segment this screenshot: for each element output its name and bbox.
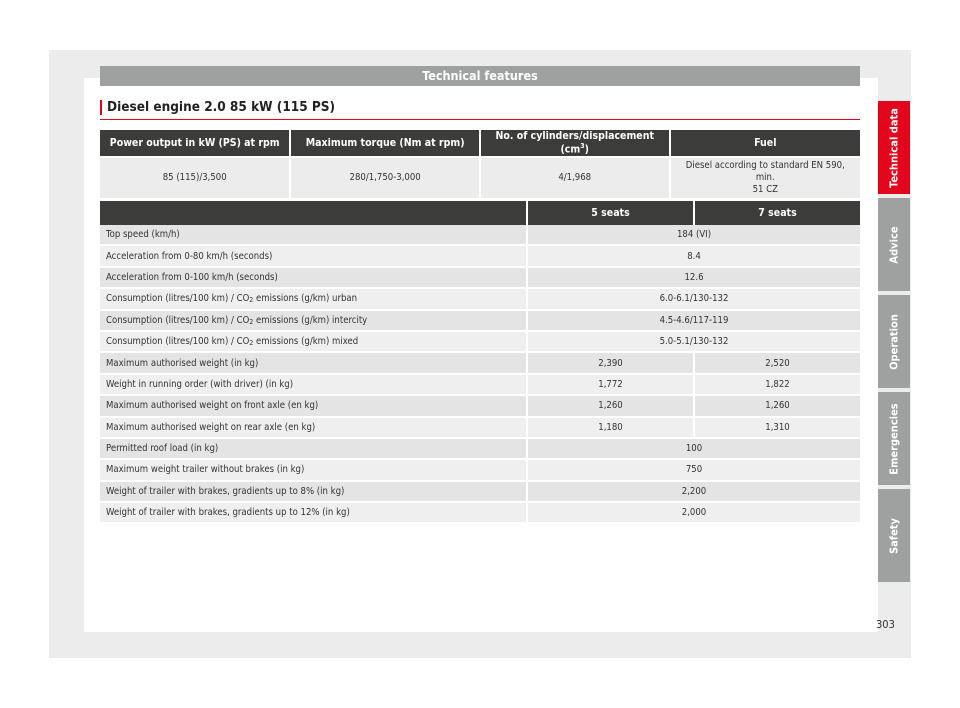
spec-row-label: Permitted roof load (in kg)	[100, 439, 526, 460]
co2-suffix: emissions (g/km) mixed	[253, 336, 359, 348]
tab-operation[interactable]	[878, 295, 910, 388]
spec-row-value: 100	[528, 439, 860, 460]
engine-header-power: Power output in kW (PS) at rpm	[100, 130, 289, 156]
engine-fuel-line2: 51 CZ	[752, 183, 778, 195]
spec-row-value: 184 (VI)	[528, 225, 860, 246]
engine-header-cylinders	[481, 130, 669, 156]
engine-header-torque: Maximum torque (Nm at rpm)	[291, 130, 478, 156]
table-row	[100, 268, 860, 289]
co2-prefix: Consumption (litres/100 km) / CO	[106, 293, 250, 305]
table-row	[100, 311, 860, 332]
tab-advice[interactable]	[878, 198, 910, 291]
spec-row-label: Acceleration from 0-80 km/h (seconds)	[100, 246, 526, 267]
table-row	[100, 332, 860, 353]
tab-label: Safety	[887, 517, 901, 554]
table-row	[100, 503, 860, 524]
spec-row-value-5-seats: 1,260	[528, 396, 693, 417]
engine-header-cylinders-text: No. of cylinders/displacement (cm	[495, 130, 654, 156]
spec-row-value-7-seats: 1,310	[695, 418, 860, 439]
tab-safety[interactable]	[878, 489, 910, 582]
table-row	[100, 439, 860, 460]
co2-prefix: Consumption (litres/100 km) / CO	[106, 314, 250, 326]
spec-row-label: Maximum authorised weight (in kg)	[100, 353, 526, 374]
spec-row-value-5-seats: 1,772	[528, 375, 693, 396]
spec-table-header-row	[100, 201, 860, 225]
spec-row-value: 6.0-6.1/130-132	[528, 289, 860, 310]
spec-row-value: 2,200	[528, 482, 860, 503]
spec-row-label: Weight in running order (with driver) (in kg)	[100, 375, 526, 396]
engine-table-header-row	[100, 130, 860, 156]
engine-fuel-value	[671, 158, 860, 198]
co2-suffix: emissions (g/km) urban	[253, 293, 358, 305]
spec-row-value: 2,000	[528, 503, 860, 524]
spec-row-label: Acceleration from 0-100 km/h (seconds)	[100, 268, 526, 289]
engine-header-fuel: Fuel	[671, 130, 860, 156]
spec-header-7-seats: 7 seats	[695, 201, 860, 225]
spec-row-value-7-seats: 1,260	[695, 396, 860, 417]
tab-label: Technical data	[887, 107, 901, 188]
spec-row-value-5-seats: 2,390	[528, 353, 693, 374]
engine-cylinders-value: 4/1,968	[481, 158, 669, 198]
spec-row-label: Maximum authorised weight on rear axle (en kg)	[100, 418, 526, 439]
table-row	[100, 418, 860, 439]
spec-header-blank	[100, 201, 526, 225]
spec-row-value-7-seats: 2,520	[695, 353, 860, 374]
section-marker	[100, 100, 102, 115]
tab-technical-data[interactable]	[878, 101, 910, 194]
subscript: 2	[249, 296, 254, 305]
spec-row-label: Weight of trailer with brakes, gradients up to 8% (in kg)	[100, 482, 526, 503]
spec-row-value: 4.5-4.6/117-119	[528, 311, 860, 332]
subscript: 2	[249, 339, 254, 348]
table-row	[100, 225, 860, 246]
co2-suffix: emissions (g/km) intercity	[253, 314, 368, 326]
page-number: 303	[876, 618, 895, 631]
subscript: 2	[249, 317, 254, 326]
spec-row-value: 12.6	[528, 268, 860, 289]
chapter-header: Technical features	[100, 66, 860, 86]
engine-torque-value: 280/1,750-3,000	[291, 158, 478, 198]
engine-fuel-line1: Diesel according to standard EN 590, min.	[685, 159, 845, 183]
spec-row-label	[100, 332, 526, 353]
table-row	[100, 289, 860, 310]
spec-row-label	[100, 289, 526, 310]
section-title: Diesel engine 2.0 85 kW (115 PS)	[107, 99, 336, 115]
spec-row-label: Top speed (km/h)	[100, 225, 526, 246]
spec-row-label: Weight of trailer with brakes, gradients up to 12% (in kg)	[100, 503, 526, 524]
table-row	[100, 246, 860, 267]
tab-emergencies[interactable]	[878, 392, 910, 485]
spec-row-value: 750	[528, 460, 860, 481]
section-rule	[100, 119, 860, 120]
co2-prefix: Consumption (litres/100 km) / CO	[106, 336, 250, 348]
tab-label: Operation	[887, 313, 901, 370]
table-row	[100, 353, 860, 374]
spec-row-value-7-seats: 1,822	[695, 375, 860, 396]
spec-header-5-seats: 5 seats	[528, 201, 693, 225]
engine-header-cylinders-close: )	[584, 143, 589, 156]
spec-table	[98, 201, 862, 524]
spec-row-label	[100, 311, 526, 332]
superscript: 3	[580, 142, 585, 150]
table-row	[100, 375, 860, 396]
table-row	[100, 396, 860, 417]
spec-table-body	[100, 225, 860, 524]
engine-power-value: 85 (115)/3,500	[100, 158, 289, 198]
table-row	[100, 460, 860, 481]
spec-row-label: Maximum weight trailer without brakes (in kg)	[100, 460, 526, 481]
tab-label: Advice	[887, 225, 901, 264]
engine-table-row	[100, 158, 860, 198]
engine-table	[98, 130, 862, 198]
spec-row-label: Maximum authorised weight on front axle (en kg)	[100, 396, 526, 417]
spec-row-value: 5.0-5.1/130-132	[528, 332, 860, 353]
tab-label: Emergencies	[887, 402, 901, 475]
spec-row-value-5-seats: 1,180	[528, 418, 693, 439]
spec-row-value: 8.4	[528, 246, 860, 267]
table-row	[100, 482, 860, 503]
